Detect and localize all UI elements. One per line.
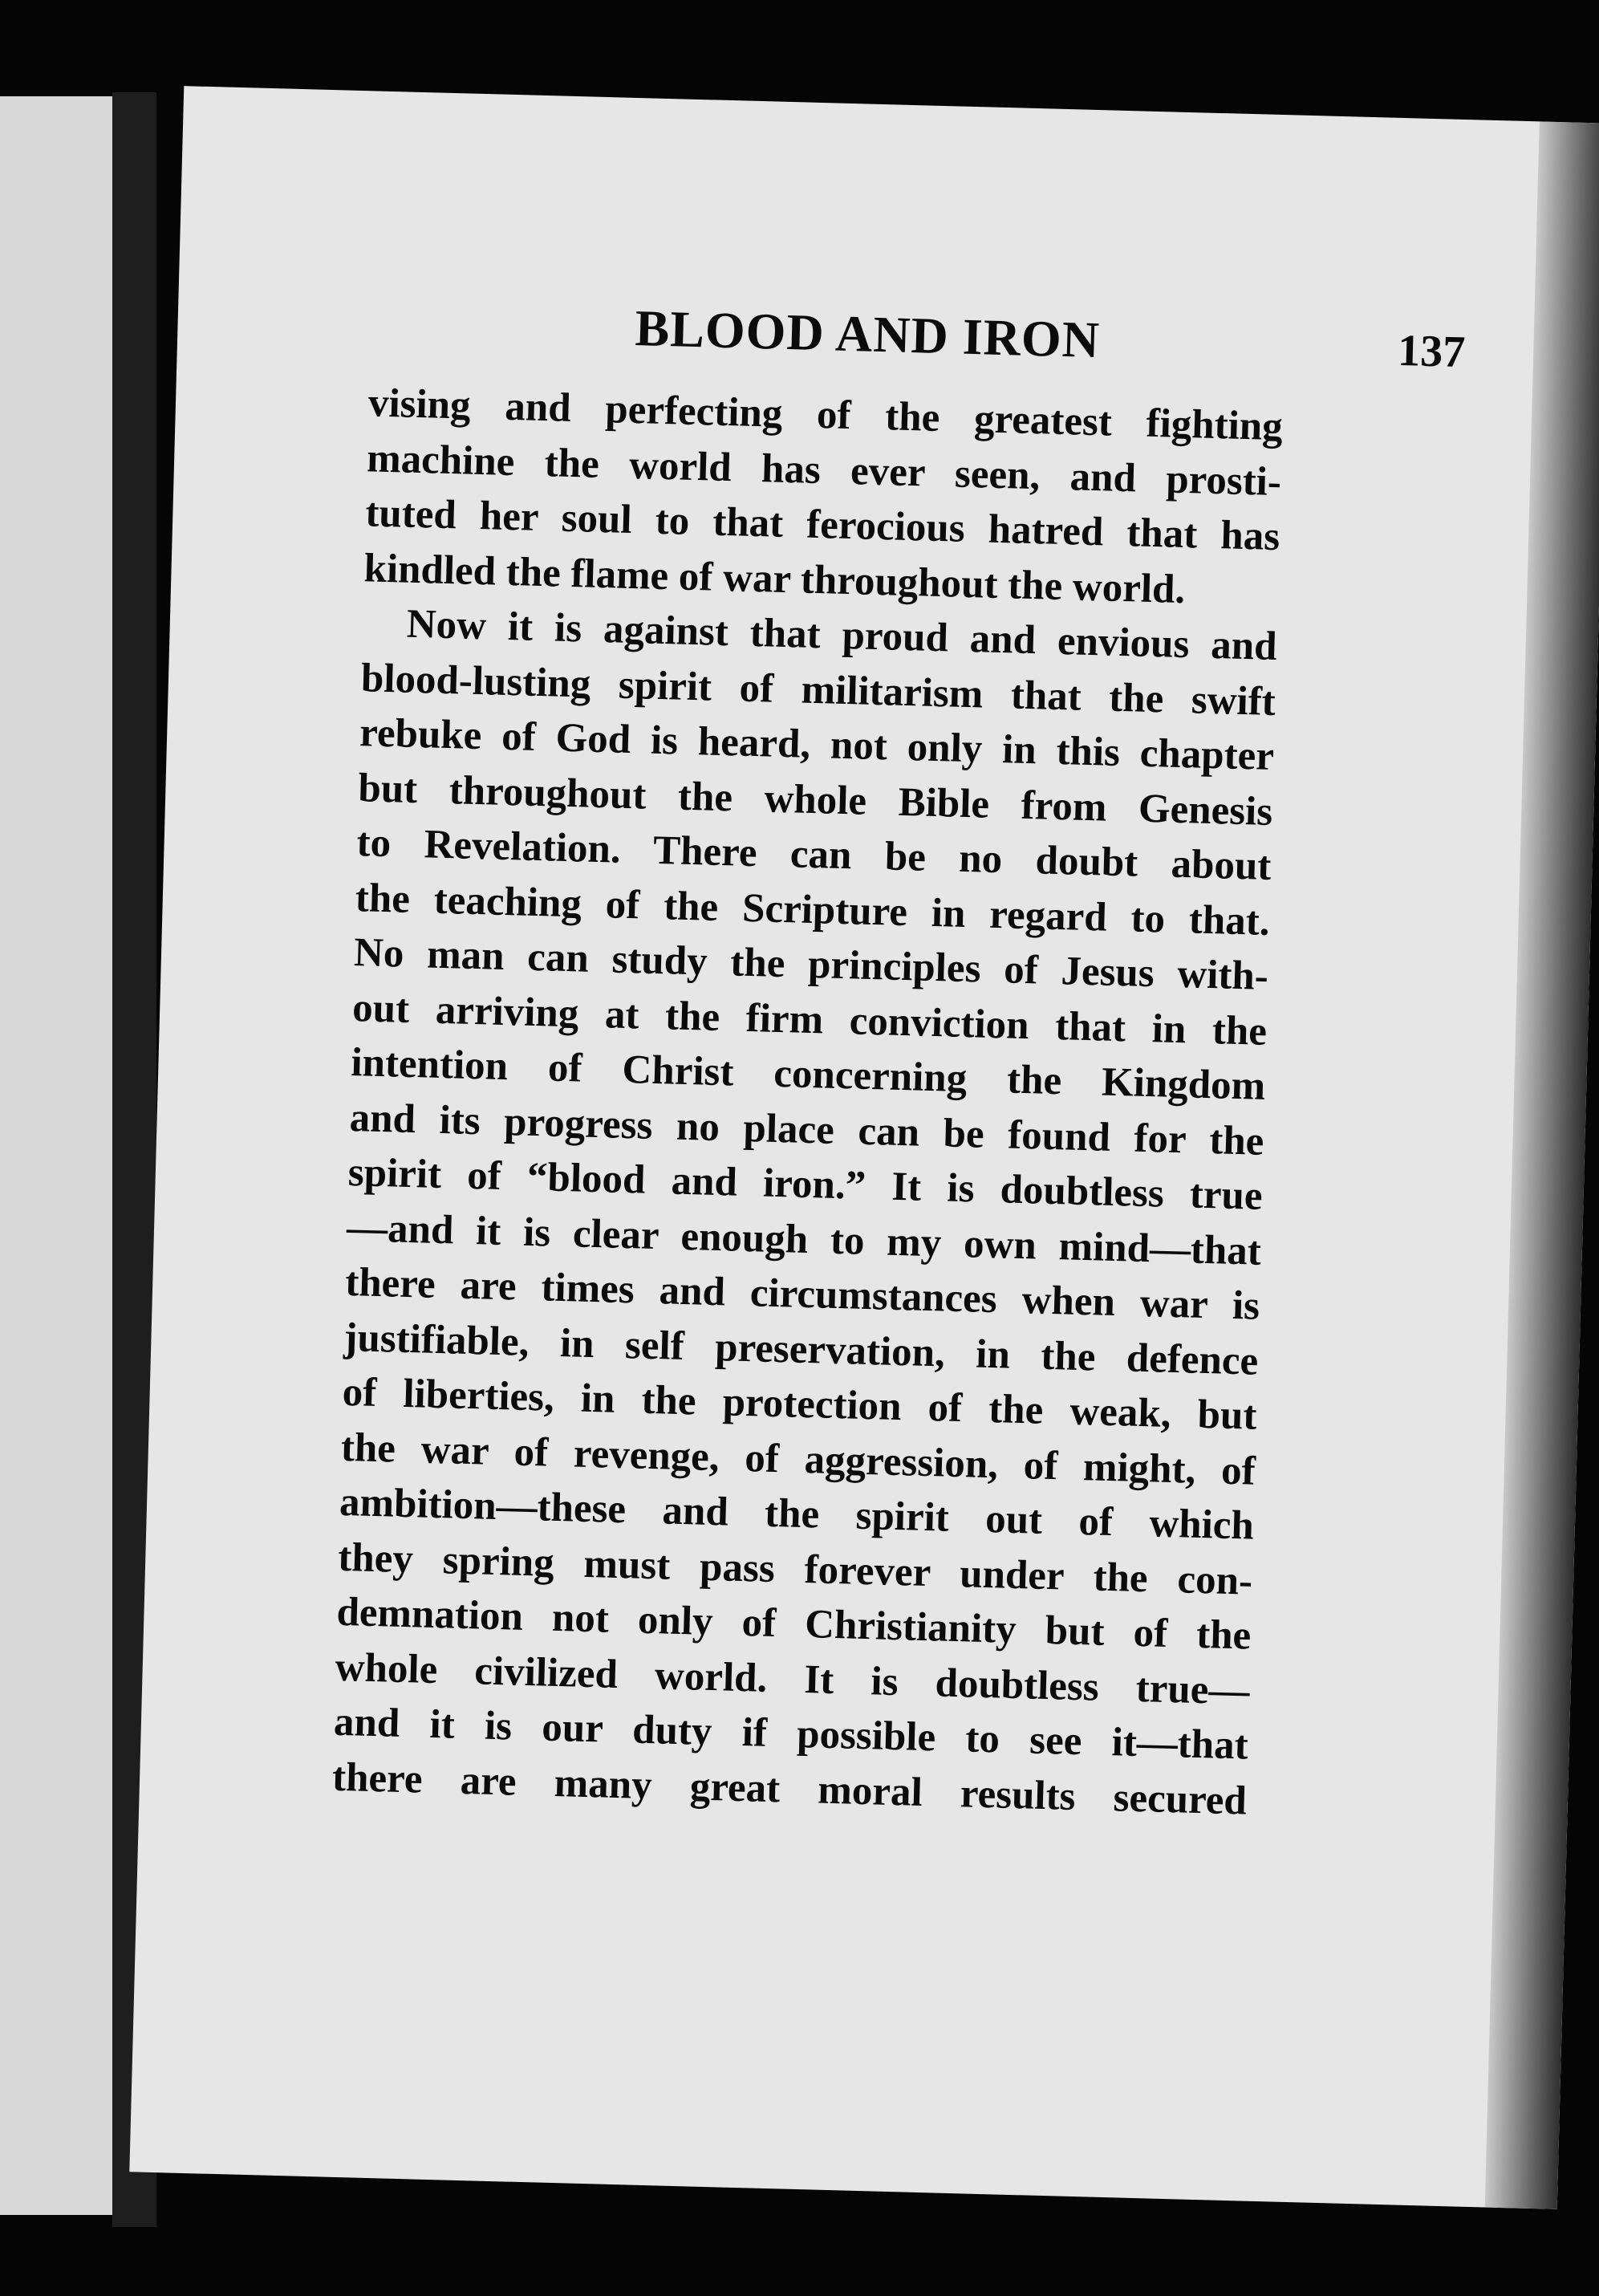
text-line: and it is our duty if possible to see it—that <box>333 1699 1249 1769</box>
body-text <box>331 376 1283 1828</box>
text-line: to Revelation. There can be no doubt about <box>355 820 1272 889</box>
page-number: 137 <box>1397 325 1467 378</box>
text-line: there are many great moral results secured <box>331 1754 1248 1824</box>
text-line: kindled the flame of war throughout the world. <box>363 545 1186 612</box>
text-line: rebuke of God is heard, not only in this chapter <box>359 710 1275 779</box>
text-line: there are times and circumstances when war is <box>344 1259 1260 1329</box>
text-line: —and it is clear enough to my own mind—that <box>346 1205 1262 1274</box>
text-line: vising and perfecting of the greatest fighting <box>367 380 1284 450</box>
text-line: intention of Christ concerning the Kingdom <box>350 1040 1266 1109</box>
page-edge-shadow <box>1485 121 1599 2209</box>
text-line: the war of revenge, of aggression, of might, of <box>340 1424 1256 1494</box>
text-line: demnation not only of Christianity but of the <box>335 1589 1252 1659</box>
text-line: tuted her soul to that ferocious hatred that has <box>364 490 1280 560</box>
text-line: of liberties, in the protection of the weak, but <box>342 1369 1258 1439</box>
facing-page-edge <box>0 96 117 2215</box>
text-line: ambition—these and the spirit out of which <box>339 1479 1255 1549</box>
text-line: out arriving at the firm conviction that in the <box>351 985 1268 1055</box>
text-line: but throughout the whole Bible from Genesis <box>357 765 1273 835</box>
text-line: machine the world has ever seen, and prosti- <box>366 435 1282 505</box>
running-title: BLOOD AND IRON <box>634 299 1101 369</box>
text-line: Now it is against that proud and envious and <box>406 601 1278 670</box>
running-head <box>369 291 1494 393</box>
text-line: No man can study the principles of Jesus with- <box>353 930 1269 999</box>
text-line: and its progress no place can be found for the <box>349 1095 1265 1164</box>
text-line: the teaching of the Scripture in regard to that. <box>355 875 1271 945</box>
book-page <box>129 86 1599 2209</box>
text-line: whole civilized world. It is doubtless true— <box>335 1644 1251 1714</box>
text-line: blood-lusting spirit of militarism that the swift <box>360 655 1276 725</box>
text-line: justifiable, in self preservation, in the defence <box>343 1315 1259 1384</box>
text-line: they spring must pass forever under the con- <box>337 1534 1253 1604</box>
text-line: spirit of “blood and iron.” It is doubtless true <box>347 1149 1264 1219</box>
